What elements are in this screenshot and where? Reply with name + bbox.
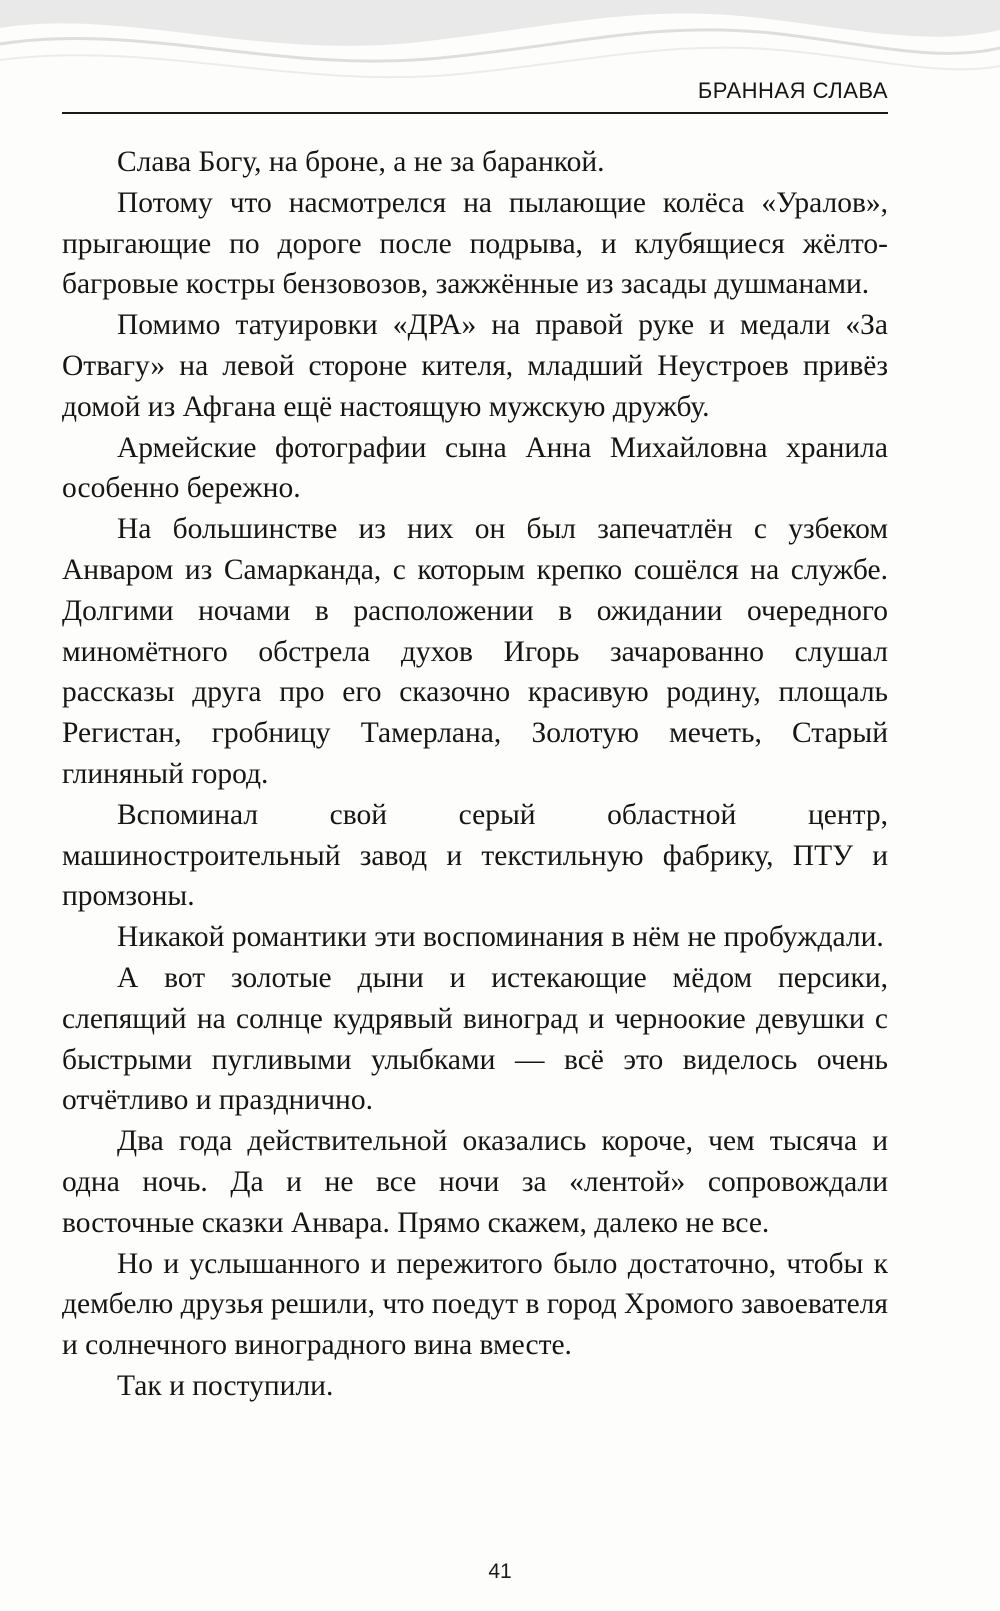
paragraph: Потому что насмотрелся на пылающие колёса «Уралов», прыгающие по дороге после подрыва, и клубящиеся жёлто-багровые костры бензовозов, зажжённые из засады душманами. — [62, 186, 888, 301]
running-header-title: БРАННАЯ СЛАВА — [697, 78, 888, 103]
paragraph: Слава Богу, на броне, а не за баранкой. — [117, 146, 605, 178]
paragraph: Два года действительной оказались короче, чем тысяча и одна ночь. Да и не все ночи за «лентой» сопровождали восточные сказки Анвара. Прямо скажем, далеко не все. — [62, 1125, 888, 1239]
paragraph: На большинстве из них он был запечатлён с узбеком Анваром из Самарканда, с которым крепко сошёлся на службе. Долгими ночами в расположении в ожидании очередного миномётного обстрела духов Игорь зачарованно слушал рассказы друга про его сказочно красивую родину, площаль Регистан, гробницу Тамерлана, Золотую мечеть, Старый глиняный город. — [62, 513, 888, 790]
paragraph: Никакой романтики эти воспоминания в нём не пробуждали. — [117, 921, 884, 954]
paragraph: Так и поступили. — [117, 1369, 334, 1402]
paragraph: Вспоминал свой серый областной центр, машиностроительный завод и текстильную фабрику, ПТУ и промзоны. — [62, 798, 888, 913]
paragraph: А вот золотые дыни и истекающие мёдом персики, слепящий на солнце кудрявый виноград и черноокие девушки с быстрыми пугливыми улыбками — всё это виделось очень отчётливо и празднично. — [62, 961, 888, 1117]
paragraph: Но и услышанного и пережитого было достаточно, чтобы к дембелю друзья решили, что поедут в город Хромого завоевателя и солнечного виноградного вина вместе. — [62, 1247, 888, 1362]
paragraph: Помимо татуировки «ДРА» на правой руке и медали «За Отвагу» на левой стороне кителя, младший Неустроев привёз домой из Афгана ещё настоящую мужскую дружбу. — [62, 309, 888, 423]
page-number: 41 — [488, 1560, 512, 1583]
paragraph: Армейские фотографии сына Анна Михайловна хранила особенно бережно. — [62, 431, 888, 505]
header-divider — [62, 112, 888, 114]
body-text — [62, 142, 888, 1407]
